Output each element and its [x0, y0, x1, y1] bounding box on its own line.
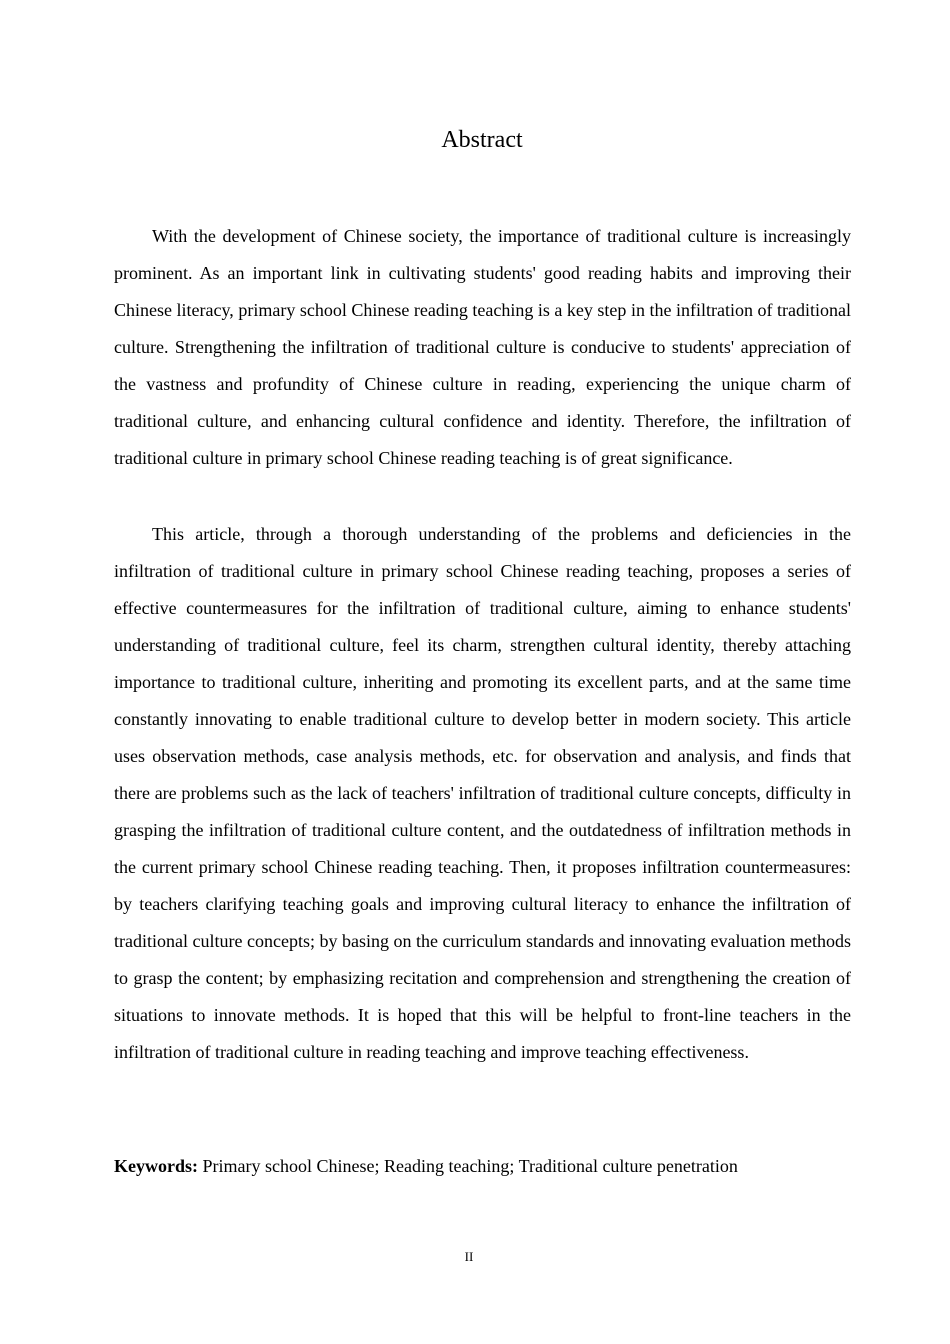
abstract-paragraph-2: This article, through a thorough understanding of the problems and deficiencies in the infiltration of traditional culture in primary school Chinese reading teaching, proposes a series of effective countermeasures for the infiltration of traditional culture, aiming to enhance students' understanding of traditional culture, feel its charm, strengthen cultural identity, thereby attaching importance to traditional culture, inheriting and promoting its excellent parts, and at the same time constantly innovating to enable traditional culture to develop better in modern society. This article uses observation methods, case analysis methods, etc. for observation and analysis, and finds that there are problems such as the lack of teachers' infiltration of traditional culture concepts, difficulty in grasping the infiltration of traditional culture content, and the outdatedness of infiltration methods in the current primary school Chinese reading teaching. Then, it proposes infiltration countermeasures: by teachers clarifying teaching goals and improving cultural literacy to enhance the infiltration of traditional culture concepts; by basing on the curriculum standards and innovating evaluation methods to grasp the content; by emphasizing recitation and comprehension and strengthening the creation of situations to innovate methods. It is hoped that this will be helpful to front-line teachers in the infiltration of traditional culture in reading teaching and improve teaching effectiveness.	[114, 524, 851, 1062]
abstract-paragraph-1: With the development of Chinese society, the importance of traditional culture is increasingly prominent. As an important link in cultivating students' good reading habits and improving their Chinese literacy, primary school Chinese reading teaching is a key step in the infiltration of traditional culture. Strengthening the infiltration of traditional culture is conducive to students' appreciation of the vastness and profundity of Chinese culture in reading, experiencing the unique charm of traditional culture, and enhancing cultural confidence and identity. Therefore, the infiltration of traditional culture in primary school Chinese reading teaching is of great significance.	[114, 226, 851, 468]
page-number: II	[464, 1249, 474, 1264]
keywords-value: Primary school Chinese; Reading teaching; Traditional culture penetration	[202, 1156, 738, 1176]
keywords-line	[114, 1152, 851, 1180]
page-title: Abstract	[441, 127, 523, 153]
keywords-label: Keywords:	[114, 1156, 198, 1176]
